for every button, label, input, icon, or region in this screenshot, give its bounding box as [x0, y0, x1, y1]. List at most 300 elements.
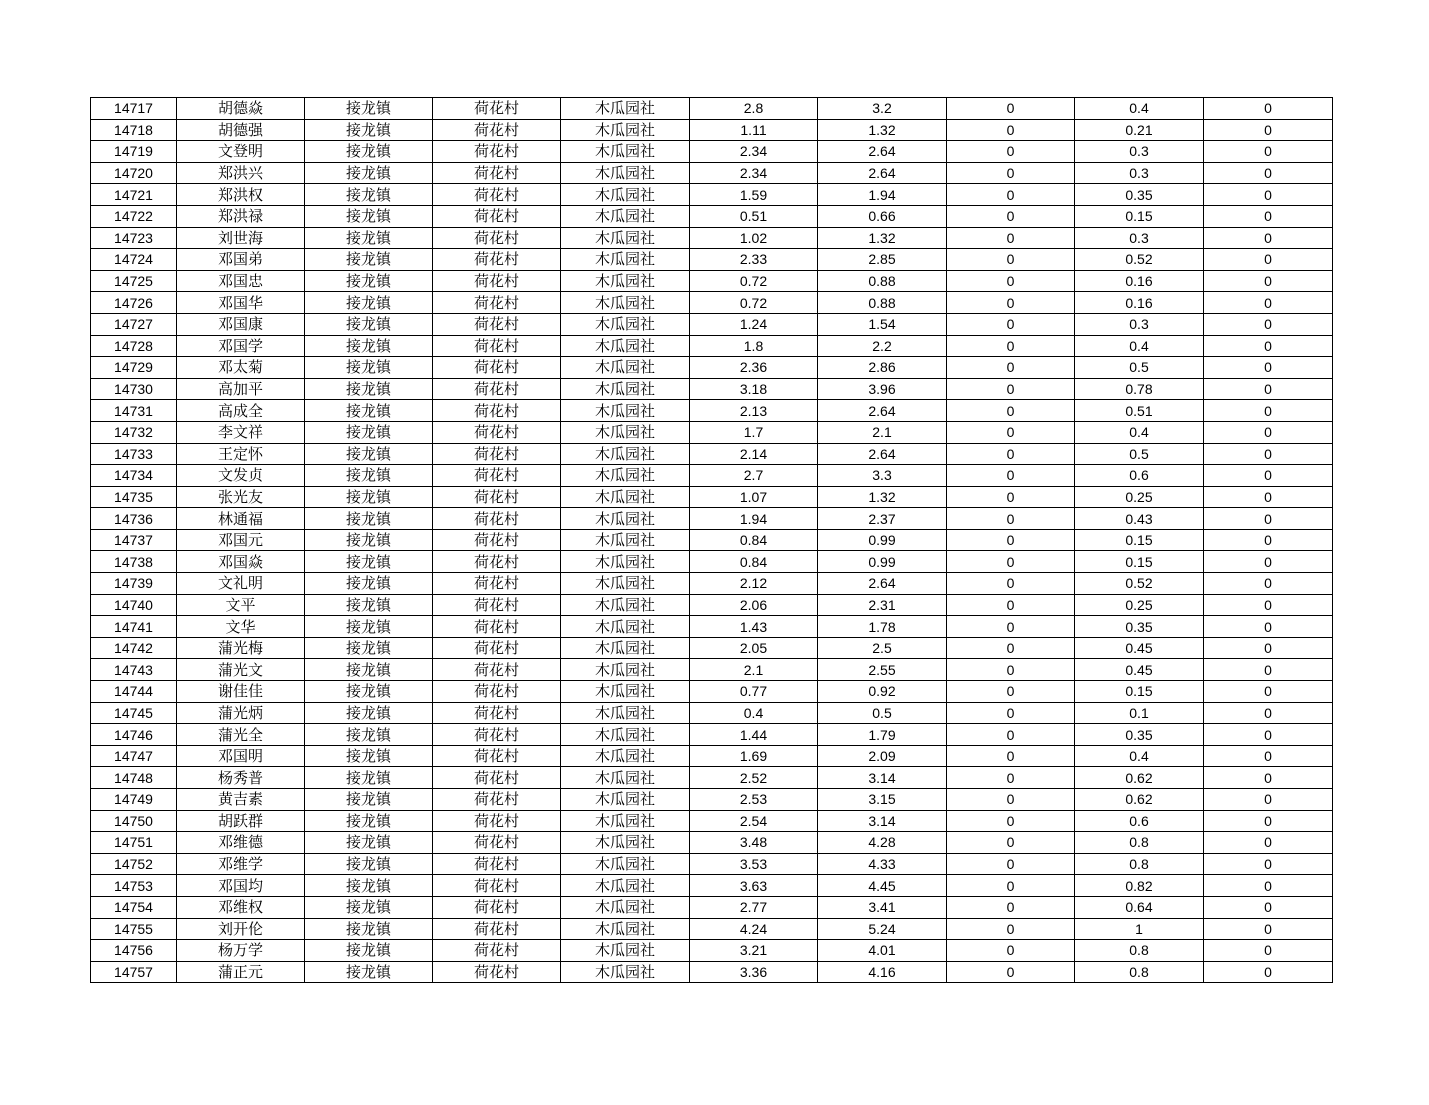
value-c-cell: 0 — [947, 810, 1075, 832]
village-cell: 荷花村 — [433, 378, 561, 400]
name-cell: 邓国焱 — [177, 551, 305, 573]
value-b-cell: 4.45 — [818, 875, 947, 897]
value-d-cell: 0.78 — [1075, 378, 1204, 400]
table-row — [91, 119, 1333, 141]
value-e-cell: 0 — [1204, 745, 1333, 767]
group-cell: 木瓜园社 — [561, 249, 690, 271]
value-c-cell: 0 — [947, 659, 1075, 681]
value-d-cell: 0.64 — [1075, 896, 1204, 918]
value-c-cell: 0 — [947, 853, 1075, 875]
value-d-cell: 0.4 — [1075, 335, 1204, 357]
table-row — [91, 616, 1333, 638]
value-d-cell: 0.16 — [1075, 270, 1204, 292]
value-a-cell: 4.24 — [690, 918, 818, 940]
village-cell: 荷花村 — [433, 205, 561, 227]
value-c-cell: 0 — [947, 162, 1075, 184]
id-cell: 14732 — [91, 421, 177, 443]
value-a-cell: 0.77 — [690, 681, 818, 703]
value-d-cell: 0.52 — [1075, 573, 1204, 595]
id-cell: 14747 — [91, 745, 177, 767]
id-cell: 14754 — [91, 896, 177, 918]
table-row — [91, 875, 1333, 897]
group-cell: 木瓜园社 — [561, 681, 690, 703]
value-c-cell: 0 — [947, 724, 1075, 746]
table-row — [91, 637, 1333, 659]
value-e-cell: 0 — [1204, 313, 1333, 335]
group-cell: 木瓜园社 — [561, 270, 690, 292]
town-cell: 接龙镇 — [305, 465, 433, 487]
village-cell: 荷花村 — [433, 551, 561, 573]
town-cell: 接龙镇 — [305, 745, 433, 767]
group-cell: 木瓜园社 — [561, 335, 690, 357]
id-cell: 14738 — [91, 551, 177, 573]
value-e-cell: 0 — [1204, 98, 1333, 120]
group-cell: 木瓜园社 — [561, 961, 690, 983]
value-e-cell: 0 — [1204, 227, 1333, 249]
village-cell: 荷花村 — [433, 573, 561, 595]
table-row — [91, 98, 1333, 120]
value-a-cell: 2.77 — [690, 896, 818, 918]
town-cell: 接龙镇 — [305, 832, 433, 854]
id-cell: 14733 — [91, 443, 177, 465]
village-cell: 荷花村 — [433, 940, 561, 962]
table-row — [91, 529, 1333, 551]
value-b-cell: 2.86 — [818, 357, 947, 379]
value-e-cell: 0 — [1204, 940, 1333, 962]
table-row — [91, 421, 1333, 443]
value-b-cell: 3.96 — [818, 378, 947, 400]
value-a-cell: 2.1 — [690, 659, 818, 681]
group-cell: 木瓜园社 — [561, 724, 690, 746]
village-cell: 荷花村 — [433, 184, 561, 206]
value-b-cell: 2.2 — [818, 335, 947, 357]
group-cell: 木瓜园社 — [561, 227, 690, 249]
value-e-cell: 0 — [1204, 529, 1333, 551]
village-cell: 荷花村 — [433, 357, 561, 379]
value-e-cell: 0 — [1204, 119, 1333, 141]
village-cell: 荷花村 — [433, 616, 561, 638]
value-a-cell: 3.63 — [690, 875, 818, 897]
group-cell: 木瓜园社 — [561, 659, 690, 681]
value-d-cell: 1 — [1075, 918, 1204, 940]
id-cell: 14728 — [91, 335, 177, 357]
value-a-cell: 0.84 — [690, 529, 818, 551]
id-cell: 14749 — [91, 789, 177, 811]
group-cell: 木瓜园社 — [561, 443, 690, 465]
name-cell: 刘开伦 — [177, 918, 305, 940]
id-cell: 14736 — [91, 508, 177, 530]
value-e-cell: 0 — [1204, 832, 1333, 854]
group-cell: 木瓜园社 — [561, 378, 690, 400]
town-cell: 接龙镇 — [305, 724, 433, 746]
table-row — [91, 767, 1333, 789]
value-c-cell: 0 — [947, 400, 1075, 422]
town-cell: 接龙镇 — [305, 789, 433, 811]
value-b-cell: 1.94 — [818, 184, 947, 206]
value-b-cell: 4.28 — [818, 832, 947, 854]
village-cell: 荷花村 — [433, 529, 561, 551]
id-cell: 14725 — [91, 270, 177, 292]
town-cell: 接龙镇 — [305, 421, 433, 443]
value-b-cell: 2.85 — [818, 249, 947, 271]
id-cell: 14718 — [91, 119, 177, 141]
group-cell: 木瓜园社 — [561, 918, 690, 940]
value-a-cell: 2.06 — [690, 594, 818, 616]
town-cell: 接龙镇 — [305, 162, 433, 184]
value-e-cell: 0 — [1204, 508, 1333, 530]
value-b-cell: 4.01 — [818, 940, 947, 962]
village-cell: 荷花村 — [433, 508, 561, 530]
name-cell: 邓国忠 — [177, 270, 305, 292]
value-b-cell: 4.33 — [818, 853, 947, 875]
id-cell: 14756 — [91, 940, 177, 962]
value-b-cell: 1.78 — [818, 616, 947, 638]
town-cell: 接龙镇 — [305, 918, 433, 940]
village-cell: 荷花村 — [433, 702, 561, 724]
value-d-cell: 0.8 — [1075, 940, 1204, 962]
value-a-cell: 1.7 — [690, 421, 818, 443]
value-d-cell: 0.15 — [1075, 529, 1204, 551]
name-cell: 邓太菊 — [177, 357, 305, 379]
value-d-cell: 0.15 — [1075, 681, 1204, 703]
value-e-cell: 0 — [1204, 249, 1333, 271]
town-cell: 接龙镇 — [305, 551, 433, 573]
village-cell: 荷花村 — [433, 637, 561, 659]
village-cell: 荷花村 — [433, 400, 561, 422]
group-cell: 木瓜园社 — [561, 789, 690, 811]
value-a-cell: 0.84 — [690, 551, 818, 573]
value-e-cell: 0 — [1204, 357, 1333, 379]
id-cell: 14741 — [91, 616, 177, 638]
village-cell: 荷花村 — [433, 98, 561, 120]
village-cell: 荷花村 — [433, 961, 561, 983]
name-cell: 郑洪兴 — [177, 162, 305, 184]
town-cell: 接龙镇 — [305, 659, 433, 681]
value-c-cell: 0 — [947, 227, 1075, 249]
group-cell: 木瓜园社 — [561, 486, 690, 508]
value-d-cell: 0.25 — [1075, 594, 1204, 616]
value-e-cell: 0 — [1204, 421, 1333, 443]
village-cell: 荷花村 — [433, 335, 561, 357]
value-c-cell: 0 — [947, 573, 1075, 595]
group-cell: 木瓜园社 — [561, 529, 690, 551]
name-cell: 刘世海 — [177, 227, 305, 249]
name-cell: 高加平 — [177, 378, 305, 400]
value-b-cell: 0.92 — [818, 681, 947, 703]
value-d-cell: 0.8 — [1075, 961, 1204, 983]
value-a-cell: 1.69 — [690, 745, 818, 767]
value-b-cell: 3.2 — [818, 98, 947, 120]
value-b-cell: 1.32 — [818, 486, 947, 508]
table-row — [91, 659, 1333, 681]
group-cell: 木瓜园社 — [561, 98, 690, 120]
table-row — [91, 745, 1333, 767]
town-cell: 接龙镇 — [305, 594, 433, 616]
value-e-cell: 0 — [1204, 637, 1333, 659]
town-cell: 接龙镇 — [305, 637, 433, 659]
group-cell: 木瓜园社 — [561, 616, 690, 638]
name-cell: 高成全 — [177, 400, 305, 422]
value-e-cell: 0 — [1204, 594, 1333, 616]
table-row — [91, 443, 1333, 465]
value-e-cell: 0 — [1204, 789, 1333, 811]
village-cell: 荷花村 — [433, 681, 561, 703]
group-cell: 木瓜园社 — [561, 465, 690, 487]
village-cell: 荷花村 — [433, 594, 561, 616]
value-b-cell: 4.16 — [818, 961, 947, 983]
town-cell: 接龙镇 — [305, 875, 433, 897]
table-row — [91, 681, 1333, 703]
town-cell: 接龙镇 — [305, 270, 433, 292]
town-cell: 接龙镇 — [305, 98, 433, 120]
table-row — [91, 227, 1333, 249]
value-b-cell: 3.14 — [818, 767, 947, 789]
value-d-cell: 0.21 — [1075, 119, 1204, 141]
value-c-cell: 0 — [947, 508, 1075, 530]
id-cell: 14755 — [91, 918, 177, 940]
group-cell: 木瓜园社 — [561, 745, 690, 767]
value-d-cell: 0.4 — [1075, 98, 1204, 120]
town-cell: 接龙镇 — [305, 227, 433, 249]
village-cell: 荷花村 — [433, 421, 561, 443]
value-a-cell: 0.72 — [690, 270, 818, 292]
village-cell: 荷花村 — [433, 896, 561, 918]
value-e-cell: 0 — [1204, 961, 1333, 983]
value-c-cell: 0 — [947, 681, 1075, 703]
value-a-cell: 2.33 — [690, 249, 818, 271]
id-cell: 14748 — [91, 767, 177, 789]
value-c-cell: 0 — [947, 940, 1075, 962]
value-b-cell: 2.09 — [818, 745, 947, 767]
village-cell: 荷花村 — [433, 918, 561, 940]
value-c-cell: 0 — [947, 465, 1075, 487]
id-cell: 14757 — [91, 961, 177, 983]
value-a-cell: 2.7 — [690, 465, 818, 487]
value-a-cell: 2.34 — [690, 162, 818, 184]
value-b-cell: 0.88 — [818, 270, 947, 292]
name-cell: 文华 — [177, 616, 305, 638]
group-cell: 木瓜园社 — [561, 421, 690, 443]
town-cell: 接龙镇 — [305, 313, 433, 335]
id-cell: 14724 — [91, 249, 177, 271]
table-row — [91, 702, 1333, 724]
town-cell: 接龙镇 — [305, 292, 433, 314]
town-cell: 接龙镇 — [305, 378, 433, 400]
value-d-cell: 0.35 — [1075, 184, 1204, 206]
name-cell: 邓国弟 — [177, 249, 305, 271]
table-row — [91, 918, 1333, 940]
id-cell: 14729 — [91, 357, 177, 379]
value-b-cell: 0.99 — [818, 529, 947, 551]
data-table — [90, 97, 1333, 983]
id-cell: 14719 — [91, 141, 177, 163]
value-c-cell: 0 — [947, 486, 1075, 508]
value-b-cell: 3.3 — [818, 465, 947, 487]
value-c-cell: 0 — [947, 529, 1075, 551]
name-cell: 王定怀 — [177, 443, 305, 465]
value-c-cell: 0 — [947, 357, 1075, 379]
value-e-cell: 0 — [1204, 702, 1333, 724]
village-cell: 荷花村 — [433, 659, 561, 681]
town-cell: 接龙镇 — [305, 573, 433, 595]
name-cell: 胡德强 — [177, 119, 305, 141]
value-e-cell: 0 — [1204, 270, 1333, 292]
value-d-cell: 0.51 — [1075, 400, 1204, 422]
id-cell: 14717 — [91, 98, 177, 120]
name-cell: 邓国学 — [177, 335, 305, 357]
value-a-cell: 3.48 — [690, 832, 818, 854]
town-cell: 接龙镇 — [305, 810, 433, 832]
value-c-cell: 0 — [947, 896, 1075, 918]
village-cell: 荷花村 — [433, 443, 561, 465]
group-cell: 木瓜园社 — [561, 357, 690, 379]
table-row — [91, 313, 1333, 335]
id-cell: 14721 — [91, 184, 177, 206]
village-cell: 荷花村 — [433, 270, 561, 292]
group-cell: 木瓜园社 — [561, 810, 690, 832]
value-a-cell: 0.72 — [690, 292, 818, 314]
value-d-cell: 0.52 — [1075, 249, 1204, 271]
value-c-cell: 0 — [947, 637, 1075, 659]
village-cell: 荷花村 — [433, 853, 561, 875]
value-b-cell: 2.55 — [818, 659, 947, 681]
table-row — [91, 465, 1333, 487]
value-a-cell: 0.4 — [690, 702, 818, 724]
value-e-cell: 0 — [1204, 681, 1333, 703]
town-cell: 接龙镇 — [305, 486, 433, 508]
name-cell: 文礼明 — [177, 573, 305, 595]
village-cell: 荷花村 — [433, 313, 561, 335]
name-cell: 谢佳佳 — [177, 681, 305, 703]
table-row — [91, 961, 1333, 983]
value-b-cell: 1.79 — [818, 724, 947, 746]
value-d-cell: 0.3 — [1075, 162, 1204, 184]
group-cell: 木瓜园社 — [561, 119, 690, 141]
id-cell: 14743 — [91, 659, 177, 681]
name-cell: 蒲光全 — [177, 724, 305, 746]
value-e-cell: 0 — [1204, 378, 1333, 400]
table-row — [91, 184, 1333, 206]
value-c-cell: 0 — [947, 98, 1075, 120]
town-cell: 接龙镇 — [305, 205, 433, 227]
value-a-cell: 2.14 — [690, 443, 818, 465]
value-c-cell: 0 — [947, 292, 1075, 314]
table-row — [91, 141, 1333, 163]
group-cell: 木瓜园社 — [561, 508, 690, 530]
town-cell: 接龙镇 — [305, 184, 433, 206]
value-d-cell: 0.3 — [1075, 313, 1204, 335]
village-cell: 荷花村 — [433, 724, 561, 746]
name-cell: 蒲正元 — [177, 961, 305, 983]
value-c-cell: 0 — [947, 313, 1075, 335]
village-cell: 荷花村 — [433, 486, 561, 508]
town-cell: 接龙镇 — [305, 119, 433, 141]
value-b-cell: 2.64 — [818, 443, 947, 465]
value-d-cell: 0.15 — [1075, 551, 1204, 573]
value-a-cell: 2.53 — [690, 789, 818, 811]
village-cell: 荷花村 — [433, 875, 561, 897]
id-cell: 14734 — [91, 465, 177, 487]
town-cell: 接龙镇 — [305, 940, 433, 962]
value-d-cell: 0.15 — [1075, 205, 1204, 227]
value-a-cell: 1.24 — [690, 313, 818, 335]
town-cell: 接龙镇 — [305, 853, 433, 875]
value-c-cell: 0 — [947, 184, 1075, 206]
name-cell: 文发贞 — [177, 465, 305, 487]
value-e-cell: 0 — [1204, 875, 1333, 897]
value-e-cell: 0 — [1204, 162, 1333, 184]
value-d-cell: 0.6 — [1075, 465, 1204, 487]
village-cell: 荷花村 — [433, 810, 561, 832]
value-a-cell: 3.53 — [690, 853, 818, 875]
table-row — [91, 896, 1333, 918]
id-cell: 14753 — [91, 875, 177, 897]
id-cell: 14744 — [91, 681, 177, 703]
value-b-cell: 2.37 — [818, 508, 947, 530]
name-cell: 杨秀普 — [177, 767, 305, 789]
name-cell: 邓维学 — [177, 853, 305, 875]
table-body — [91, 98, 1333, 983]
value-e-cell: 0 — [1204, 616, 1333, 638]
id-cell: 14740 — [91, 594, 177, 616]
value-d-cell: 0.35 — [1075, 724, 1204, 746]
group-cell: 木瓜园社 — [561, 637, 690, 659]
value-b-cell: 3.41 — [818, 896, 947, 918]
value-a-cell: 2.8 — [690, 98, 818, 120]
table-row — [91, 573, 1333, 595]
value-b-cell: 2.64 — [818, 141, 947, 163]
value-b-cell: 1.32 — [818, 227, 947, 249]
table-row — [91, 810, 1333, 832]
town-cell: 接龙镇 — [305, 335, 433, 357]
id-cell: 14730 — [91, 378, 177, 400]
name-cell: 郑洪权 — [177, 184, 305, 206]
value-a-cell: 2.36 — [690, 357, 818, 379]
village-cell: 荷花村 — [433, 745, 561, 767]
town-cell: 接龙镇 — [305, 681, 433, 703]
value-e-cell: 0 — [1204, 292, 1333, 314]
value-a-cell: 1.11 — [690, 119, 818, 141]
value-a-cell: 2.34 — [690, 141, 818, 163]
value-c-cell: 0 — [947, 141, 1075, 163]
id-cell: 14723 — [91, 227, 177, 249]
id-cell: 14746 — [91, 724, 177, 746]
value-d-cell: 0.4 — [1075, 745, 1204, 767]
group-cell: 木瓜园社 — [561, 551, 690, 573]
value-d-cell: 0.45 — [1075, 637, 1204, 659]
value-c-cell: 0 — [947, 443, 1075, 465]
village-cell: 荷花村 — [433, 227, 561, 249]
name-cell: 胡德焱 — [177, 98, 305, 120]
value-c-cell: 0 — [947, 551, 1075, 573]
value-c-cell: 0 — [947, 961, 1075, 983]
id-cell: 14735 — [91, 486, 177, 508]
name-cell: 邓国元 — [177, 529, 305, 551]
value-e-cell: 0 — [1204, 465, 1333, 487]
id-cell: 14726 — [91, 292, 177, 314]
table-row — [91, 270, 1333, 292]
value-a-cell: 1.43 — [690, 616, 818, 638]
id-cell: 14739 — [91, 573, 177, 595]
table-row — [91, 378, 1333, 400]
value-b-cell: 2.64 — [818, 400, 947, 422]
town-cell: 接龙镇 — [305, 767, 433, 789]
town-cell: 接龙镇 — [305, 249, 433, 271]
value-a-cell: 2.12 — [690, 573, 818, 595]
name-cell: 张光友 — [177, 486, 305, 508]
village-cell: 荷花村 — [433, 119, 561, 141]
value-e-cell: 0 — [1204, 551, 1333, 573]
